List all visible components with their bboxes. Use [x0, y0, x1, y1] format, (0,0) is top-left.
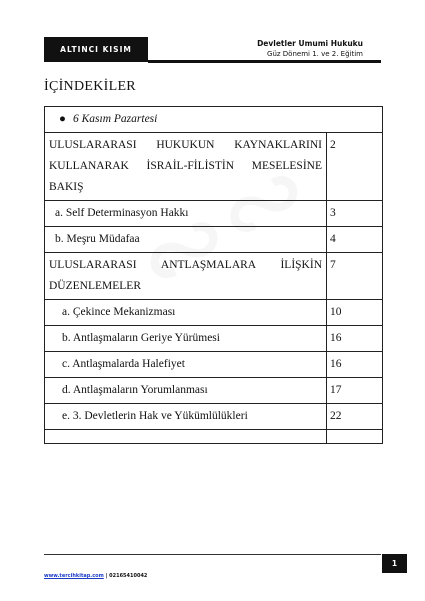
section-tag: ALTINCI KISIM	[44, 37, 148, 62]
toc-entry-page: 3	[327, 201, 383, 227]
toc-table	[44, 106, 383, 444]
course-title: Devletler Umumi Hukuku	[257, 39, 363, 48]
toc-entry-page: 10	[327, 300, 383, 326]
toc-entry-title: a. Çekince Mekanizması	[45, 300, 327, 326]
course-header	[257, 38, 363, 60]
toc-entry-line: ULUSLARARASI HUKUKUN KAYNAKLARINI	[49, 139, 322, 151]
toc-section-label: 6 Kasım Pazartesi	[73, 113, 158, 125]
footer-separator: |	[105, 573, 108, 579]
toc-entry-title: a. Self Determinasyon Hakkı	[45, 201, 327, 227]
toc-entry-line: ULUSLARARASI ANTLAŞMALARA İLİŞKİN	[49, 259, 322, 271]
toc-entry-page: 17	[327, 378, 383, 404]
toc-entry-title: e. 3. Devletlerin Hak ve Yükümlülükleri	[45, 404, 327, 430]
toc-entry-line: BAKIŞ	[49, 181, 84, 193]
toc-section-row	[45, 107, 383, 133]
toc-entry-page: 22	[327, 404, 383, 430]
toc-row[interactable]	[45, 227, 383, 253]
course-subtitle: Güz Dönemi 1. ve 2. Eğitim	[267, 50, 363, 58]
toc-entry-page: 2	[327, 133, 383, 201]
toc-entry-title: d. Antlaşmaların Yorumlanması	[45, 378, 327, 404]
toc-row[interactable]	[45, 300, 383, 326]
toc-entry-line: DÜZENLEMELER	[49, 280, 141, 292]
toc-row[interactable]	[45, 378, 383, 404]
website-link[interactable]: www.tercihkitap.com	[44, 573, 104, 579]
toc-entry-title	[45, 253, 327, 300]
page-title: İÇİNDEKİLER	[44, 79, 136, 94]
toc-entry-title: c. Antlaşmalarda Halefiyet	[45, 352, 327, 378]
toc-entry-title: b. Antlaşmaların Geriye Yürümesi	[45, 326, 327, 352]
toc-empty-cell	[45, 430, 327, 444]
toc-row[interactable]	[45, 352, 383, 378]
toc-section-cell	[45, 107, 383, 133]
toc-empty-cell	[327, 430, 383, 444]
toc-row[interactable]	[45, 253, 383, 300]
bullet-icon: ●	[59, 113, 66, 125]
phone-number: 02165410042	[109, 573, 148, 579]
toc-row[interactable]	[45, 326, 383, 352]
toc-entry-page: 7	[327, 253, 383, 300]
toc-entry-page: 4	[327, 227, 383, 253]
toc-entry-title: b. Meşru Müdafaa	[45, 227, 327, 253]
toc-entry-page: 16	[327, 326, 383, 352]
footer-rule	[44, 554, 381, 555]
footer-contact	[44, 573, 147, 579]
page-number: 1	[382, 554, 407, 573]
toc-row[interactable]	[45, 133, 383, 201]
toc-empty-row	[45, 430, 383, 444]
toc-row[interactable]	[45, 404, 383, 430]
header-rule	[148, 60, 381, 63]
toc-entry-line: KULLANARAK İSRAİL-FİLİSTİN MESELESİNE	[49, 160, 322, 172]
toc-entry-title	[45, 133, 327, 201]
toc-entry-page: 16	[327, 352, 383, 378]
toc-row[interactable]	[45, 201, 383, 227]
